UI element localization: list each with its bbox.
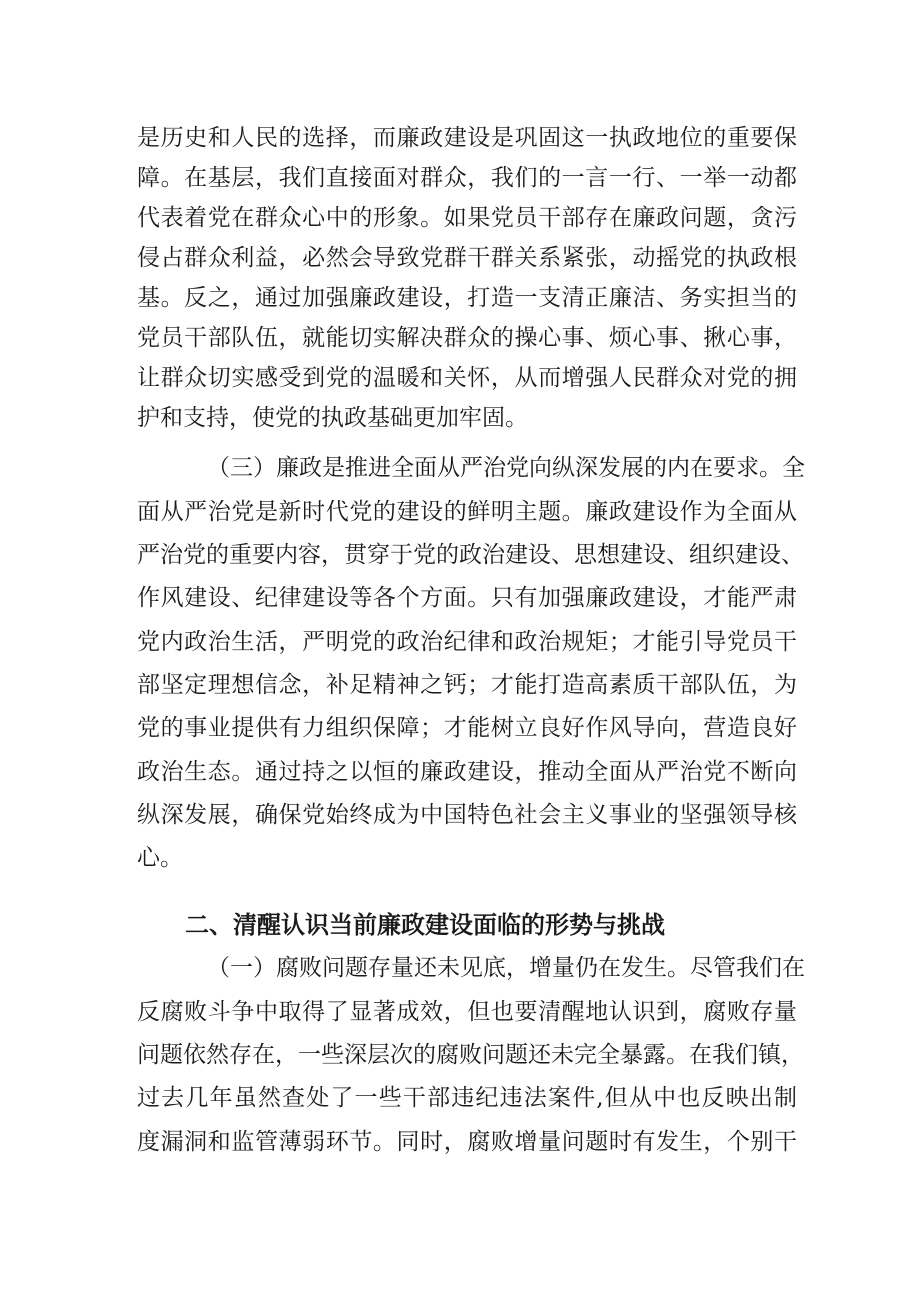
text-line: （一）腐败问题存量还未见底，增量仍在发生。尽管我们在 (207, 955, 805, 981)
text-line: 党的事业提供有力组织保障；才能树立良好作风导向，营造良好 (137, 715, 797, 741)
text-line: 过去几年虽然查处了一些干部违纪违法案件,但从中也反映出制 (137, 1085, 797, 1111)
text-line: 度漏洞和监管薄弱环节。同时，腐败增量问题时有发生，个别干 (137, 1129, 797, 1155)
text-line: 面从严治党是新时代党的建设的鲜明主题。廉政建设作为全面从 (137, 499, 797, 525)
text-line: 让群众切实感受到党的温暖和关怀，从而增强人民群众对党的拥 (137, 365, 797, 391)
text-line: 侵占群众利益，必然会导致党群干群关系紧张，动摇党的执政根 (137, 245, 797, 271)
text-line: （三）廉政是推进全面从严治党向纵深发展的内在要求。全 (207, 455, 805, 481)
text-line: 基。反之，通过加强廉政建设，打造一支清正廉洁、务实担当的 (137, 285, 797, 311)
text-line: 党内政治生活，严明党的政治纪律和政治规矩；才能引导党员干 (137, 629, 797, 655)
text-line: 部坚定理想信念，补足精神之钙；才能打造高素质干部队伍，为 (137, 672, 797, 698)
section-heading: 二、清醒认识当前廉政建设面临的形势与挑战 (185, 911, 665, 939)
text-line: 问题依然存在，一些深层次的腐败问题还未完全暴露。在我们镇， (137, 1042, 804, 1068)
text-line: 心。 (137, 845, 183, 871)
text-line: 严治党的重要内容，贯穿于党的政治建设、思想建设、组织建设、 (137, 542, 804, 568)
text-line: 障。在基层，我们直接面对群众，我们的一言一行、一举一动都 (137, 165, 797, 191)
text-line: 护和支持，使党的执政基础更加牢固。 (137, 405, 528, 431)
text-line: 政治生态。通过持之以恒的廉政建设，推动全面从严治党不断向 (137, 759, 797, 785)
text-line: 是历史和人民的选择，而廉政建设是巩固这一执政地位的重要保 (137, 125, 797, 151)
text-line: 作风建设、纪律建设等各个方面。只有加强廉政建设，才能严肃 (137, 585, 797, 611)
text-line: 代表着党在群众心中的形象。如果党员干部存在廉政问题，贪污 (137, 205, 797, 231)
text-line: 党员干部队伍，就能切实解决群众的操心事、烦心事、揪心事， (137, 325, 797, 351)
text-line: 反腐败斗争中取得了显著成效，但也要清醒地认识到，腐败存量 (137, 999, 797, 1025)
text-line: 纵深发展，确保党始终成为中国特色社会主义事业的坚强领导核 (137, 802, 797, 828)
